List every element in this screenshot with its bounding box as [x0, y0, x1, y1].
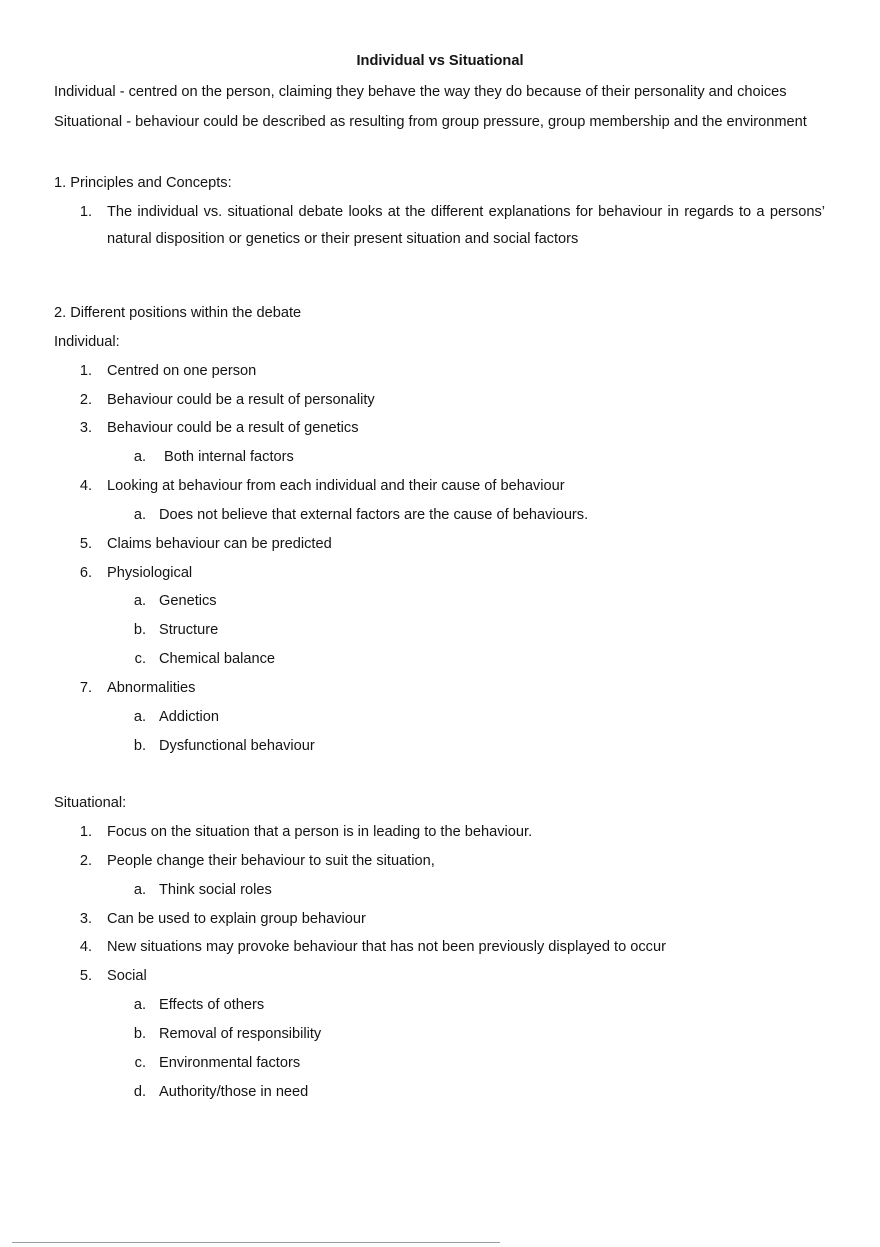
page-title: Individual vs Situational: [356, 53, 524, 69]
list-item-text: Physiological: [107, 565, 193, 581]
sublist-letter: d.: [133, 1084, 146, 1100]
sublist-letter: a.: [133, 709, 146, 725]
sublist-item-text: Effects of others: [159, 997, 265, 1013]
sublist-letter: c.: [134, 1055, 146, 1071]
definition-situational: Situational - behaviour could be described as resulting from group pressure, group membership and the environment: [54, 114, 807, 130]
list-number: 3.: [79, 420, 92, 436]
individual-label: Individual:: [54, 334, 120, 350]
list-item-text: Claims behaviour can be predicted: [107, 536, 332, 552]
sublist-letter: b.: [133, 1026, 146, 1042]
sublist-letter: a.: [133, 997, 146, 1013]
list-number: 2.: [79, 392, 92, 408]
sublist-item-text: Environmental factors: [159, 1055, 301, 1071]
list-number: 4.: [79, 478, 92, 494]
definition-individual: Individual - centred on the person, claiming they behave the way they do because of their personality and choices: [54, 84, 787, 100]
sublist-letter: a.: [133, 449, 146, 465]
list-item-text: Focus on the situation that a person is in leading to the behaviour.: [107, 824, 533, 840]
list-number: 4.: [79, 939, 92, 955]
situational-label: Situational:: [54, 795, 127, 811]
section-2-heading: 2. Different positions within the debate: [54, 305, 302, 321]
sublist-letter: b.: [133, 622, 146, 638]
sublist-item-text: Genetics: [159, 593, 217, 609]
list-item-text: Behaviour could be a result of personality: [107, 392, 375, 408]
list-number: 7.: [79, 680, 92, 696]
list-item-text: Centred on one person: [107, 363, 257, 379]
sublist-item-text: Addiction: [159, 709, 220, 725]
list-number: 5.: [79, 536, 92, 552]
sublist-item-text: Think social roles: [159, 882, 272, 898]
sublist-item-text: Structure: [159, 622, 219, 638]
sublist-item-text: Both internal factors: [164, 449, 294, 465]
section-1-heading: 1. Principles and Concepts:: [54, 175, 232, 191]
sublist-letter: b.: [133, 738, 146, 754]
sublist-item-text: Does not believe that external factors are the cause of behaviours.: [159, 507, 589, 523]
sublist-item-text: Removal of responsibility: [159, 1026, 322, 1042]
sublist-item-text: Chemical balance: [159, 651, 276, 667]
footer-rule: [12, 1242, 500, 1243]
list-item-text: Looking at behaviour from each individual and their cause of behaviour: [107, 478, 565, 494]
list-item-text: People change their behaviour to suit the situation,: [107, 853, 435, 869]
sublist-item-text: Authority/those in need: [159, 1084, 309, 1100]
list-number: 5.: [79, 968, 92, 984]
sublist-letter: a.: [133, 882, 146, 898]
sublist-letter: c.: [134, 651, 146, 667]
sublist-item-text: Dysfunctional behaviour: [159, 738, 315, 754]
list-item-text: The individual vs. situational debate looks at the different explanations for behaviour in regards to a persons’: [107, 204, 825, 220]
list-item-text: Behaviour could be a result of genetics: [107, 420, 359, 436]
list-item-text-continued: natural disposition or genetics or their present situation and social factors: [107, 231, 579, 247]
list-number: 1.: [79, 204, 92, 220]
list-item-text: New situations may provoke behaviour that has not been previously displayed to occur: [107, 939, 666, 955]
list-number: 1.: [79, 824, 92, 840]
list-number: 1.: [79, 363, 92, 379]
list-item-text: Social: [107, 968, 147, 984]
sublist-letter: a.: [133, 593, 146, 609]
sublist-letter: a.: [133, 507, 146, 523]
list-number: 3.: [79, 911, 92, 927]
list-number: 6.: [79, 565, 92, 581]
list-item-text: Abnormalities: [107, 680, 196, 696]
list-item-text: Can be used to explain group behaviour: [107, 911, 366, 927]
list-number: 2.: [79, 853, 92, 869]
